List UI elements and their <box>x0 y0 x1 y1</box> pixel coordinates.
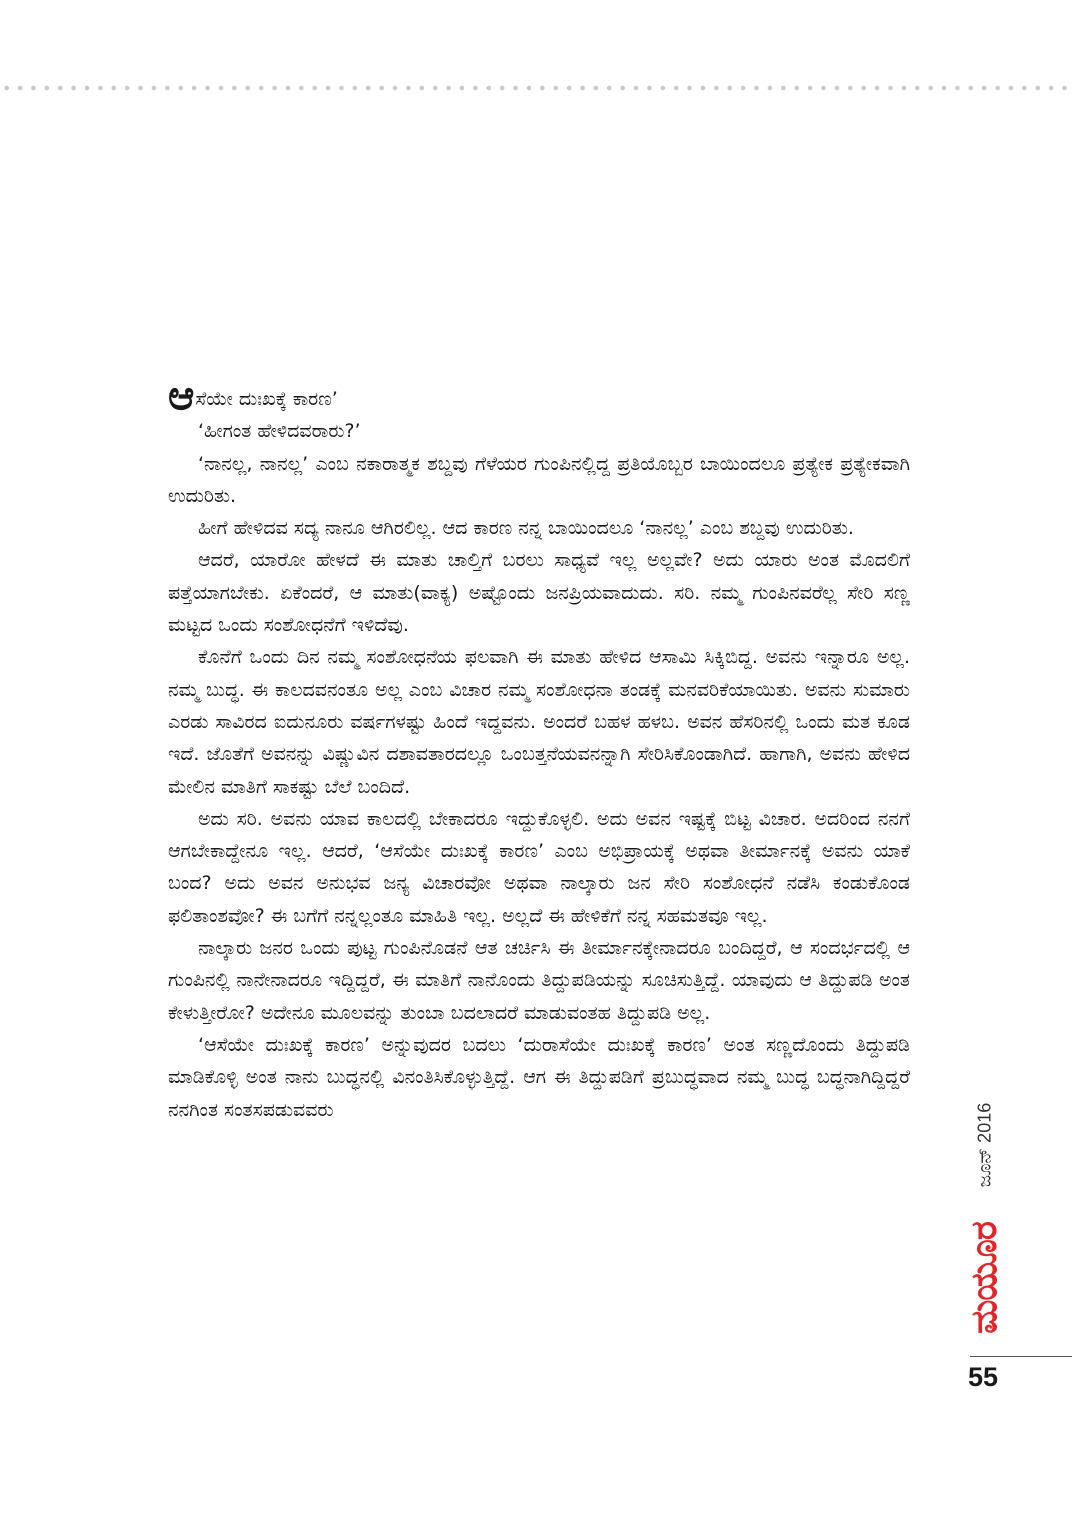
paragraph: ‘ಹೀಗಂತ ಹೇಳಿದವರಾರು?’ <box>198 420 361 443</box>
paragraph: ಆದರೆ, ಯಾರೋ ಹೇಳದೆ ಈ ಮಾತು ಚಾಲ್ತಿಗೆ ಬರಲು ಸಾಧ್ಯವೆ ಇಲ್ಲ ಅಲ್ಲವೇ? ಅದು ಯಾರು ಅಂತ ಮೊದಲಿಗೆ ಪತ್ತೆಯಾಗಬೇಕು. ಏಕೆಂದರೆ, ಆ ಮಾತು(ವಾಕ್ಯ) ಅಷ್ಟೊಂದು ಜನಪ್ರಿಯವಾದುದು. ಸರಿ. ನಮ್ಮ ಗುಂಪಿನವರೆಲ್ಲ ಸೇರಿ ಸಣ್ಣ ಮಟ್ಟದ ಒಂದು ಸಂಶೋಧನೆಗೆ ಇಳಿದೆವು. <box>168 549 910 637</box>
page-number-rule <box>970 1356 1072 1357</box>
paragraph: ‘ನಾನಲ್ಲ, ನಾನಲ್ಲ’ ಎಂಬ ನಕಾರಾತ್ಮಕ ಶಬ್ದವು ಗೆಳೆಯರ ಗುಂಪಿನಲ್ಲಿದ್ದ ಪ್ರತಿಯೊಬ್ಬರ ಬಾಯಿಂದಲೂ ಪ್ರತ್ಯೇಕ ಪ್ರತ್ಯೇಕವಾಗಿ ಉದುರಿತು. <box>168 452 910 507</box>
paragraph: ಹೀಗೆ ಹೇಳಿದವ ಸದ್ಯ ನಾನೂ ಆಗಿರಲಿಲ್ಲ. ಆದ ಕಾರಣ ನನ್ನ ಬಾಯಿಂದಲೂ ‘ನಾನಲ್ಲ’ ಎಂಬ ಶಬ್ದವು ಉದುರಿತು. <box>198 517 854 540</box>
magazine-logo-vertical <box>960 1208 1010 1348</box>
magazine-logo: ಮಯೂರ <box>964 1222 1005 1334</box>
issue-date: ಜೂನ್ 2016 <box>974 1102 995 1188</box>
article-heading-text: ಸೆಯೇ ದುಃಖಕ್ಕೆ ಕಾರಣ’ <box>195 388 338 410</box>
page-number: 55 <box>968 1362 999 1392</box>
drop-cap-letter: ಆ <box>168 373 195 419</box>
paragraph: ನಾಲ್ಕಾರು ಜನರ ಒಂದು ಪುಟ್ಟ ಗುಂಪಿನೊಡನೆ ಆತ ಚರ್ಚಿಸಿ ಈ ತೀರ್ಮಾನಕ್ಕೇನಾದರೂ ಬಂದಿದ್ದರೆ, ಆ ಸಂದರ್ಭದಲ್ಲಿ ಆ ಗುಂಪಿನಲ್ಲಿ ನಾನೇನಾದರೂ ಇದ್ದಿದ್ದರೆ, ಈ ಮಾತಿಗೆ ನಾನೊಂದು ತಿದ್ದುಪಡಿಯನ್ನು ಸೂಚಿಸುತ್ತಿದ್ದೆ. ಯಾವುದು ಆ ತಿದ್ದುಪಡಿ ಅಂತ ಕೇಳುತ್ತೀರೋ? ಅದೇನೂ ಮೂಲವನ್ನು ತುಂಬಾ ಬದಲಾದರೆ ಮಾಡುವಂತಹ ತಿದ್ದುಪಡಿ ಅಲ್ಲ. <box>168 937 910 1024</box>
article-body <box>168 373 910 1126</box>
top-dotted-border <box>0 85 1072 91</box>
article-heading <box>168 373 910 419</box>
paragraph: ಅದು ಸರಿ. ಅವನು ಯಾವ ಕಾಲದಲ್ಲಿ ಬೇಕಾದರೂ ಇದ್ದುಕೊಳ್ಳಲಿ. ಅದು ಅವನ ಇಷ್ಟಕ್ಕೆ ಬಿಟ್ಟ ವಿಚಾರ. ಅದರಿಂದ ನನಗೆ ಆಗಬೇಕಾದ್ದೇನೂ ಇಲ್ಲ. ಆದರೆ, ‘ಆಸೆಯೇ ದುಃಖಕ್ಕೆ ಕಾರಣ’ ಎಂಬ ಅಭಿಪ್ರಾಯಕ್ಕೆ ಅಥವಾ ತೀರ್ಮಾನಕ್ಕೆ ಅವನು ಯಾಕೆ ಬಂದ? ಅದು ಅವನ ಅನುಭವ ಜನ್ಯ ವಿಚಾರವೋ ಅಥವಾ ನಾಲ್ಕಾರು ಜನ ಸೇರಿ ಸಂಶೋಧನೆ ನಡೆಸಿ ಕಂಡುಕೊಂಡ ಫಲಿತಾಂಶವೋ? ಈ ಬಗೆಗೆ ನನ್ನಲ್ಲಂತೂ ಮಾಹಿತಿ ಇಲ್ಲ. ಅಲ್ಲದೆ ಈ ಹೇಳಿಕೆಗೆ ನನ್ನ ಸಹಮತವೂ ಇಲ್ಲ. <box>168 807 910 927</box>
paragraph: ಕೊನೆಗೆ ಒಂದು ದಿನ ನಮ್ಮ ಸಂಶೋಧನೆಯ ಫಲವಾಗಿ ಈ ಮಾತು ಹೇಳಿದ ಆಸಾಮಿ ಸಿಕ್ಕಿಬಿದ್ದ. ಅವನು ಇನ್ನಾರೂ ಅಲ್ಲ. ನಮ್ಮ ಬುದ್ಧ. ಈ ಕಾಲದವನಂತೂ ಅಲ್ಲ ಎಂಬ ವಿಚಾರ ನಮ್ಮ ಸಂಶೋಧನಾ ತಂಡಕ್ಕೆ ಮನವರಿಕೆಯಾಯಿತು. ಅವನು ಸುಮಾರು ಎರಡು ಸಾವಿರದ ಐದುನೂರು ವರ್ಷಗಳಷ್ಟು ಹಿಂದೆ ಇದ್ದವನು. ಅಂದರೆ ಬಹಳ ಹಳಬ. ಅವನ ಹೆಸರಿನಲ್ಲಿ ಒಂದು ಮತ ಕೂಡ ಇದೆ. ಜೊತೆಗೆ ಅವನನ್ನು ವಿಷ್ಣುವಿನ ದಶಾವತಾರದಲ್ಲೂ ಒಂಬತ್ತನೆಯವನನ್ನಾಗಿ ಸೇರಿಸಿಕೊಂಡಾಗಿದೆ. ಹಾಗಾಗಿ, ಅವನು ಹೇಳಿದ ಮೇಲಿನ ಮಾತಿಗೆ ಸಾಕಷ್ಟು ಬೆಲೆ ಬಂದಿದೆ. <box>168 646 910 798</box>
issue-date-vertical <box>968 1090 1002 1200</box>
paragraph: ‘ಆಸೆಯೇ ದುಃಖಕ್ಕೆ ಕಾರಣ’ ಅನ್ನುವುದರ ಬದಲು ‘ದುರಾಸೆಯೇ ದುಃಖಕ್ಕೆ ಕಾರಣ’ ಅಂತ ಸಣ್ಣದೊಂದು ತಿದ್ದುಪಡಿ ಮಾಡಿಕೊಳ್ಳಿ ಅಂತ ನಾನು ಬುದ್ಧನಲ್ಲಿ ವಿನಂತಿಸಿಕೊಳ್ಳುತ್ತಿದ್ದೆ. ಆಗ ಈ ತಿದ್ದುಪಡಿಗೆ ಪ್ರಬುದ್ಧವಾದ ನಮ್ಮ ಬುದ್ಧ ಬದ್ಧನಾಗಿದ್ದಿದ್ದರೆ ನನಗಿಂತ ಸಂತಸಪಡುವವರು <box>168 1033 910 1121</box>
